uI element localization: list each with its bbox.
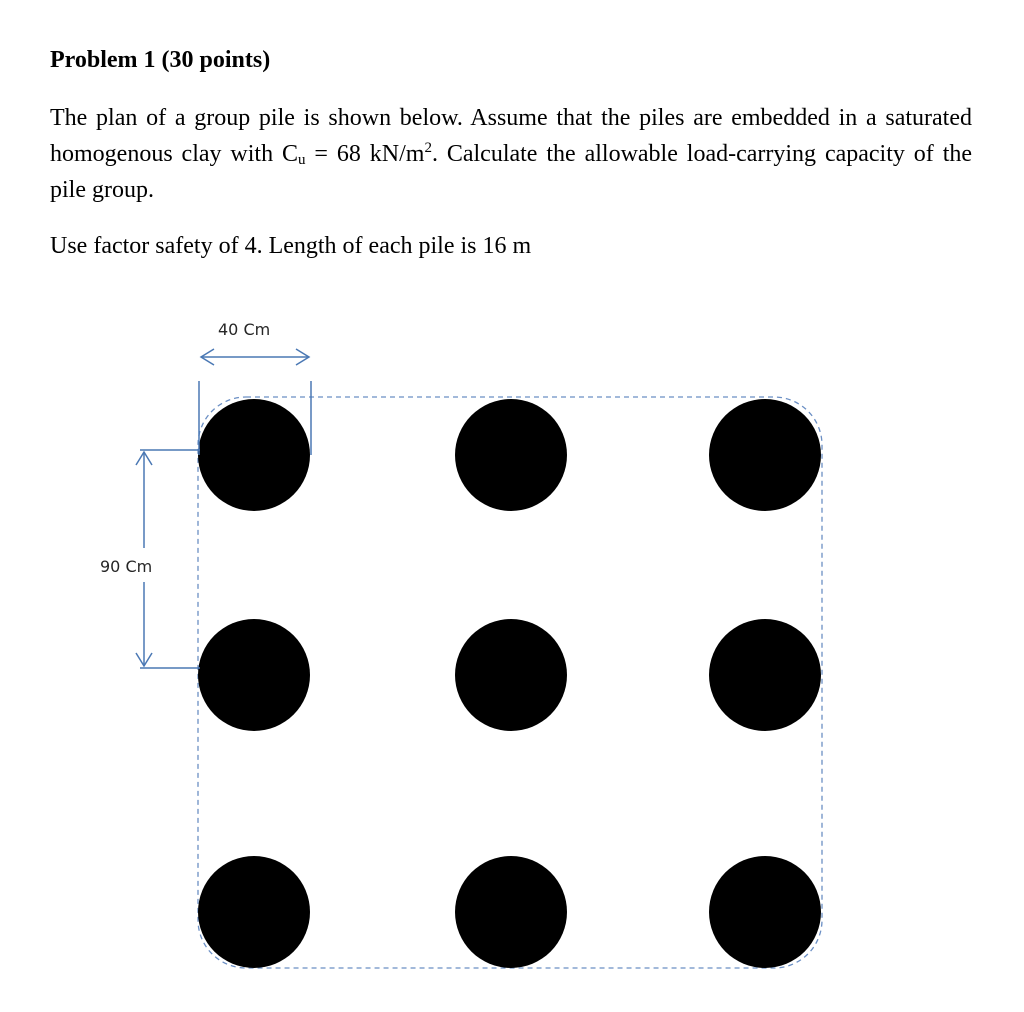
pile xyxy=(455,399,567,511)
pile xyxy=(455,856,567,968)
units-superscript: 2 xyxy=(424,140,432,156)
statement-text-before: The plan of a group pile is shown below. Assume that the piles are embedded in a saturated homogenous clay with C xyxy=(50,105,972,167)
pile xyxy=(709,399,821,511)
pile-diameter-label: 40 Cm xyxy=(218,320,271,339)
pile-spacing-label: 90 Cm xyxy=(100,557,153,576)
pile xyxy=(709,619,821,731)
piles xyxy=(198,399,821,968)
statement-text-end: . Calculate the allowable load-carrying capacity of the pile group. xyxy=(50,141,973,203)
pile xyxy=(709,856,821,968)
pile xyxy=(198,856,310,968)
pile xyxy=(455,619,567,731)
problem-instructions: Use factor safety of 4. Length of each pile is 16 m xyxy=(50,233,532,259)
cu-subscript: u xyxy=(298,152,306,168)
pile xyxy=(198,619,310,731)
problem-title: Problem 1 (30 points) xyxy=(50,47,271,73)
pile xyxy=(198,399,310,511)
statement-text-after: = 68 kN/m xyxy=(305,141,425,167)
